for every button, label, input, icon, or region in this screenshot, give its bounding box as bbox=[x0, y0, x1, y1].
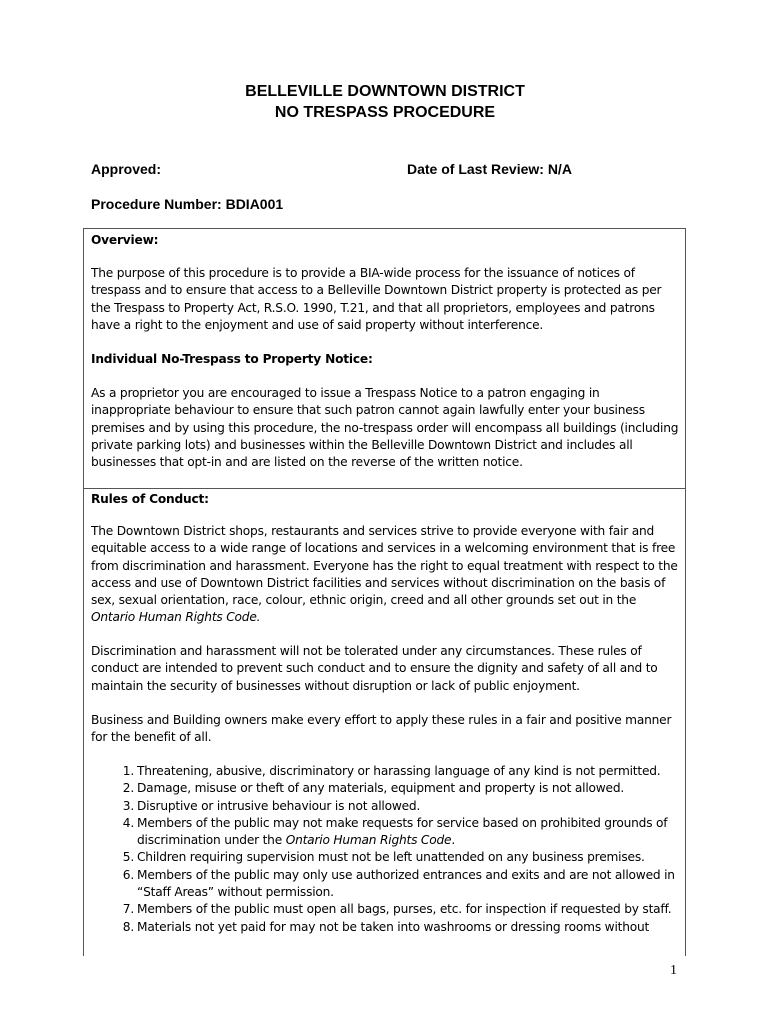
rule-number: 6. bbox=[122, 867, 134, 882]
date-of-last-review: Date of Last Review: N/A bbox=[407, 161, 572, 177]
rule-item bbox=[91, 919, 681, 936]
document-title-line1: BELLEVILLE DOWNTOWN DISTRICT bbox=[245, 83, 525, 100]
rule-text-italic: Ontario Human Rights Code bbox=[285, 833, 452, 848]
overview-heading: Overview: bbox=[91, 233, 159, 247]
rule-item bbox=[91, 901, 681, 918]
approved-label: Approved: bbox=[91, 161, 161, 177]
notice-paragraph: As a proprietor you are encouraged to issue a Trespass Notice to a patron engaging in inappropriate behaviour to ensure that such patron cannot again lawfully enter your business premises and by using this procedure, the no-trespass order will encompass all buildings (including private parking lots) and businesses within the Belleville Downtown District and includes all businesses that opt-in and are listed on the reverse of the written notice. bbox=[91, 386, 679, 470]
rule-item bbox=[91, 763, 681, 780]
rules-paragraph-1-text: The Downtown District shops, restaurants and services strive to provide everyone with fair and equitable access to a wide range of locations and services in a welcoming environment that is free from discrimination and harassment. Everyone has the right to equal treatment with respect to the access and use of Downtown District facilities and services without discrimination on the basis of sex, sexual orientation, race, colour, ethnic origin, creed and all other grounds set out in the bbox=[91, 524, 678, 608]
rule-number: 3. bbox=[122, 798, 134, 813]
rule-text: Members of the public may only use authorized entrances and exits and are not allowed in “Staff Areas” without permission. bbox=[137, 867, 675, 900]
rule-number: 8. bbox=[122, 919, 134, 934]
document-title-line2: NO TRESPASS PROCEDURE bbox=[274, 104, 496, 121]
rule-text: Disruptive or intrusive behaviour is not allowed. bbox=[137, 798, 421, 813]
rules-list bbox=[91, 763, 681, 936]
rule-number: 1. bbox=[122, 764, 134, 778]
rule-text: Children requiring supervision must not be left unattended on any business premises. bbox=[137, 850, 645, 865]
notice-heading: Individual No-Trespass to Property Notice: bbox=[91, 352, 373, 366]
overview-paragraph: The purpose of this procedure is to provide a BIA-wide process for the issuance of notices of trespass and to ensure that access to a Belleville Downtown District property is protected as per the Trespass to Property Act, R.S.O. 1990, T.21, and that all proprietors, employees and patrons have a right to the enjoyment and use of said property without interference. bbox=[91, 266, 662, 332]
rule-text: Damage, misuse or theft of any materials, equipment and property is not allowed. bbox=[137, 781, 625, 796]
rule-item bbox=[91, 798, 681, 815]
rule-text-tail: . bbox=[451, 833, 456, 848]
rule-item bbox=[91, 867, 681, 902]
rules-paragraph-1 bbox=[91, 523, 681, 627]
rule-text-main: Members of the public may not make requests for service based on prohibited grounds of discrimination under the bbox=[137, 815, 668, 848]
rules-heading: Rules of Conduct: bbox=[91, 492, 209, 506]
rule-number: 2. bbox=[122, 781, 134, 796]
rule-item bbox=[91, 780, 681, 797]
rule-text: Members of the public must open all bags, purses, etc. for inspection if requested by staff. bbox=[137, 902, 672, 917]
rule-text bbox=[137, 815, 681, 850]
procedure-number: Procedure Number: BDIA001 bbox=[91, 196, 284, 212]
rule-text: Threatening, abusive, discriminatory or harassing language of any kind is not permitted. bbox=[137, 764, 661, 778]
rules-paragraph-3: Business and Building owners make every effort to apply these rules in a fair and positive manner for the benefit of all. bbox=[91, 713, 672, 745]
page-number: 1 bbox=[670, 963, 677, 978]
rule-text: Materials not yet paid for may not be taken into washrooms or dressing rooms without bbox=[137, 919, 650, 934]
rules-paragraph-2: Discrimination and harassment will not be tolerated under any circumstances. These rules of conduct are intended to prevent such conduct and to ensure the dignity and safety of all and to maintain the security of businesses without disruption or lack of public enjoyment. bbox=[91, 644, 658, 693]
rule-number: 5. bbox=[122, 850, 134, 865]
rule-number: 4. bbox=[122, 815, 134, 830]
rights-code-reference: Ontario Human Rights Code. bbox=[91, 610, 261, 625]
rule-item bbox=[91, 849, 681, 866]
rule-item bbox=[91, 815, 681, 850]
rule-number: 7. bbox=[122, 902, 134, 917]
